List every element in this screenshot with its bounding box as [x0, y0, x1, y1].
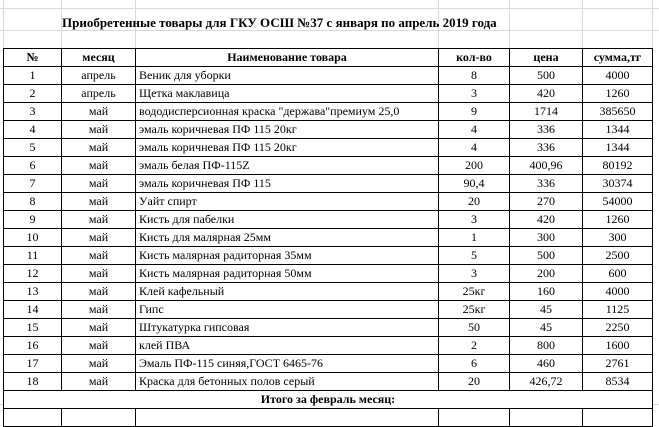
cell-qty[interactable]: 25кг	[439, 301, 510, 319]
cell-price[interactable]: 426,72	[510, 373, 583, 391]
cell-month[interactable]: май	[62, 355, 136, 373]
cell-price[interactable]: 400,96	[510, 157, 583, 175]
cell-price[interactable]: 336	[510, 139, 583, 157]
cell-num[interactable]: 2	[4, 85, 62, 103]
table-row	[4, 175, 653, 193]
cell-month[interactable]: май	[62, 175, 136, 193]
header-num[interactable]: №	[4, 49, 62, 67]
empty-cell[interactable]	[136, 409, 439, 427]
cell-name[interactable]: клей ПВА	[136, 337, 439, 355]
cell-price[interactable]: 500	[510, 247, 583, 265]
empty-cell[interactable]	[4, 409, 62, 427]
cell-num[interactable]: 11	[4, 247, 62, 265]
cell-sum[interactable]: 2500	[583, 247, 653, 265]
header-name[interactable]: Наименование товара	[136, 49, 439, 67]
cell-qty[interactable]: 5	[439, 247, 510, 265]
cell-num[interactable]: 18	[4, 373, 62, 391]
total-row	[4, 391, 653, 409]
cell-num[interactable]: 9	[4, 211, 62, 229]
cell-price[interactable]: 460	[510, 355, 583, 373]
cell-num[interactable]: 14	[4, 301, 62, 319]
cell-num[interactable]: 10	[4, 229, 62, 247]
table-row	[4, 247, 653, 265]
table-row	[4, 121, 653, 139]
cell-name[interactable]: Эмаль ПФ-115 синяя,ГОСТ 6465-76	[136, 355, 439, 373]
table-row	[4, 319, 653, 337]
cell-month[interactable]: май	[62, 247, 136, 265]
cell-sum[interactable]: 1260	[583, 211, 653, 229]
cell-sum[interactable]: 1344	[583, 139, 653, 157]
header-sum[interactable]: сумма,тг	[583, 49, 653, 67]
cell-qty[interactable]: 9	[439, 103, 510, 121]
cell-qty[interactable]: 2	[439, 337, 510, 355]
table-row	[4, 157, 653, 175]
cell-qty[interactable]: 3	[439, 85, 510, 103]
cell-sum[interactable]: 2250	[583, 319, 653, 337]
cell-name[interactable]: Клей кафельный	[136, 283, 439, 301]
cell-sum[interactable]: 2761	[583, 355, 653, 373]
cell-sum[interactable]: 1125	[583, 301, 653, 319]
cell-name[interactable]: эмаль коричневая ПФ 115	[136, 175, 439, 193]
cell-sum[interactable]: 600	[583, 265, 653, 283]
cell-sum[interactable]: 300	[583, 229, 653, 247]
cell-qty[interactable]: 90,4	[439, 175, 510, 193]
cell-num[interactable]: 6	[4, 157, 62, 175]
cell-sum[interactable]: 1344	[583, 121, 653, 139]
cell-name[interactable]: эмаль коричневая ПФ 115 20кг	[136, 139, 439, 157]
cell-name[interactable]: вододисперсионная краска "держава"премиум 25,0	[136, 103, 439, 121]
cell-price[interactable]: 420	[510, 85, 583, 103]
empty-row	[4, 409, 653, 427]
cell-qty[interactable]: 20	[439, 373, 510, 391]
cell-month[interactable]: май	[62, 283, 136, 301]
cell-month[interactable]: май	[62, 103, 136, 121]
cell-price[interactable]: 336	[510, 175, 583, 193]
cell-num[interactable]: 5	[4, 139, 62, 157]
table-row	[4, 265, 653, 283]
cell-month[interactable]: апрель	[62, 67, 136, 85]
cell-sum[interactable]: 80192	[583, 157, 653, 175]
cell-name[interactable]: Краска для бетонных полов серый	[136, 373, 439, 391]
table-row	[4, 301, 653, 319]
cell-price[interactable]: 800	[510, 337, 583, 355]
cell-num[interactable]: 12	[4, 265, 62, 283]
empty-cell[interactable]	[439, 409, 510, 427]
cell-sum[interactable]: 1600	[583, 337, 653, 355]
cell-num[interactable]: 3	[4, 103, 62, 121]
cell-name[interactable]: эмаль белая ПФ-115Z	[136, 157, 439, 175]
cell-month[interactable]: май	[62, 319, 136, 337]
table-row	[4, 337, 653, 355]
cell-month[interactable]: май	[62, 265, 136, 283]
gridline	[0, 8, 659, 9]
cell-price[interactable]: 45	[510, 301, 583, 319]
cell-name[interactable]: Кисть малярная радиторная 35мм	[136, 247, 439, 265]
cell-qty[interactable]: 4	[439, 121, 510, 139]
cell-num[interactable]: 1	[4, 67, 62, 85]
table-row	[4, 193, 653, 211]
cell-name[interactable]: Кисть для пабелки	[136, 211, 439, 229]
cell-price[interactable]: 300	[510, 229, 583, 247]
cell-name[interactable]: Кисть для малярная 25мм	[136, 229, 439, 247]
empty-cell[interactable]	[62, 409, 136, 427]
cell-qty[interactable]: 6	[439, 355, 510, 373]
empty-cell[interactable]	[510, 409, 583, 427]
cell-sum[interactable]: 1260	[583, 85, 653, 103]
cell-name[interactable]: эмаль коричневая ПФ 115 20кг	[136, 121, 439, 139]
cell-month[interactable]: май	[62, 157, 136, 175]
cell-num[interactable]: 7	[4, 175, 62, 193]
cell-price[interactable]: 420	[510, 211, 583, 229]
cell-qty[interactable]: 50	[439, 319, 510, 337]
cell-qty[interactable]: 8	[439, 67, 510, 85]
table-row	[4, 373, 653, 391]
cell-sum[interactable]: 4000	[583, 283, 653, 301]
goods-table	[3, 48, 653, 427]
header-row	[4, 49, 653, 67]
cell-name[interactable]: Кисть малярная радиторная 50мм	[136, 265, 439, 283]
table-row	[4, 85, 653, 103]
cell-num[interactable]: 8	[4, 193, 62, 211]
table-row	[4, 355, 653, 373]
cell-month[interactable]: май	[62, 193, 136, 211]
cell-sum[interactable]: 30374	[583, 175, 653, 193]
cell-name[interactable]: Гипс	[136, 301, 439, 319]
cell-price[interactable]: 200	[510, 265, 583, 283]
cell-price[interactable]: 336	[510, 121, 583, 139]
cell-month[interactable]: май	[62, 373, 136, 391]
cell-price[interactable]: 45	[510, 319, 583, 337]
cell-num[interactable]: 13	[4, 283, 62, 301]
table-row	[4, 67, 653, 85]
cell-name[interactable]: Щетка маклавица	[136, 85, 439, 103]
cell-price[interactable]: 1714	[510, 103, 583, 121]
cell-month[interactable]: май	[62, 337, 136, 355]
cell-qty[interactable]: 3	[439, 211, 510, 229]
table-row	[4, 211, 653, 229]
table-row	[4, 283, 653, 301]
cell-sum[interactable]: 54000	[583, 193, 653, 211]
cell-qty[interactable]: 3	[439, 265, 510, 283]
cell-month[interactable]: апрель	[62, 85, 136, 103]
cell-sum[interactable]: 8534	[583, 373, 653, 391]
header-price[interactable]: цена	[510, 49, 583, 67]
cell-qty[interactable]: 20	[439, 193, 510, 211]
empty-cell[interactable]	[583, 409, 653, 427]
cell-qty[interactable]: 4	[439, 139, 510, 157]
cell-qty[interactable]: 25кг	[439, 283, 510, 301]
cell-qty[interactable]: 200	[439, 157, 510, 175]
cell-sum[interactable]: 4000	[583, 67, 653, 85]
cell-num[interactable]: 16	[4, 337, 62, 355]
cell-month[interactable]: май	[62, 301, 136, 319]
cell-month[interactable]: май	[62, 211, 136, 229]
cell-name[interactable]: Штукатурка гипсовая	[136, 319, 439, 337]
table-row	[4, 139, 653, 157]
cell-month[interactable]: май	[62, 139, 136, 157]
cell-sum[interactable]: 385650	[583, 103, 653, 121]
header-qty[interactable]: кол-во	[439, 49, 510, 67]
cell-name[interactable]: Уайт спирт	[136, 193, 439, 211]
cell-price[interactable]: 160	[510, 283, 583, 301]
document-title: Приобретенные товары для ГКУ ОСШ №37 с января по апрель 2019 года	[62, 15, 497, 30]
cell-price[interactable]: 270	[510, 193, 583, 211]
cell-qty[interactable]: 1	[439, 229, 510, 247]
cell-num[interactable]: 4	[4, 121, 62, 139]
cell-month[interactable]: май	[62, 121, 136, 139]
total-label[interactable]: Итого за февраль месяц:	[4, 391, 653, 409]
cell-price[interactable]: 500	[510, 67, 583, 85]
header-month[interactable]: месяц	[62, 49, 136, 67]
table-row	[4, 229, 653, 247]
cell-num[interactable]: 17	[4, 355, 62, 373]
table-row	[4, 103, 653, 121]
cell-num[interactable]: 15	[4, 319, 62, 337]
cell-month[interactable]: май	[62, 229, 136, 247]
cell-name[interactable]: Веник для уборки	[136, 67, 439, 85]
